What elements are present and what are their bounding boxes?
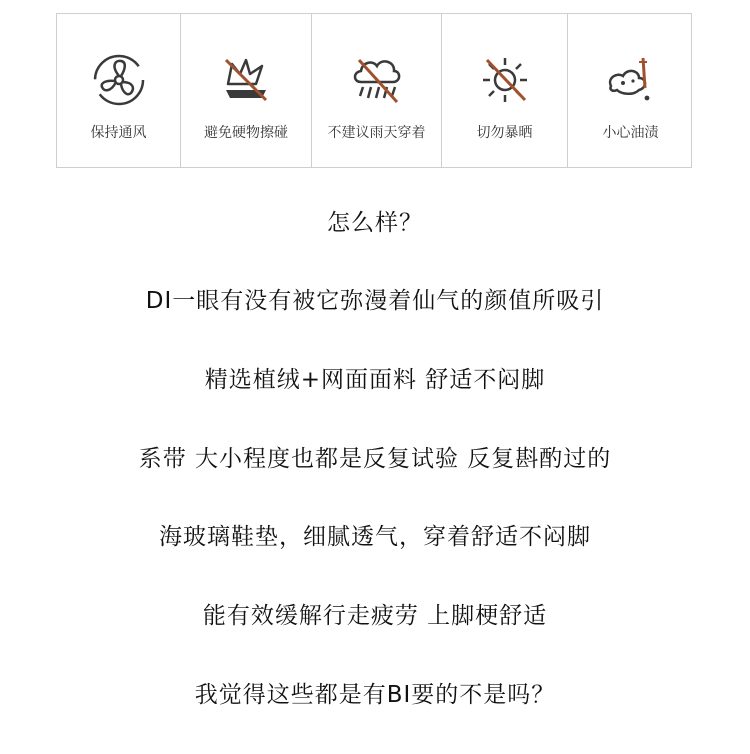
care-item-label: 不建议雨天穿着 (327, 125, 426, 141)
care-item-label: 小心油渍 (602, 125, 659, 141)
care-item-label: 切勿暴晒 (476, 125, 533, 141)
description-line: 系带 大小程度也都是反复试验 反复斟酌过的 (138, 446, 612, 472)
care-item-label: 避免硬物擦碰 (204, 125, 288, 141)
question-line: 怎么样？ (327, 210, 423, 236)
description-line: DI一眼有没有被它弥漫着仙气的颜值所吸引 (145, 288, 605, 314)
description-line: 精选植绒+网面面料 舒适不闷脚 (204, 367, 546, 393)
care-item-label: 保持通风 (90, 125, 147, 141)
description-line: 能有效缓解行走疲劳 上脚梗舒适 (202, 603, 548, 629)
description-line: 我觉得这些都是有BI要的不是吗？ (194, 682, 556, 708)
description-line: 海玻璃鞋垫，细腻透气，穿着舒适不闷脚 (159, 524, 591, 550)
